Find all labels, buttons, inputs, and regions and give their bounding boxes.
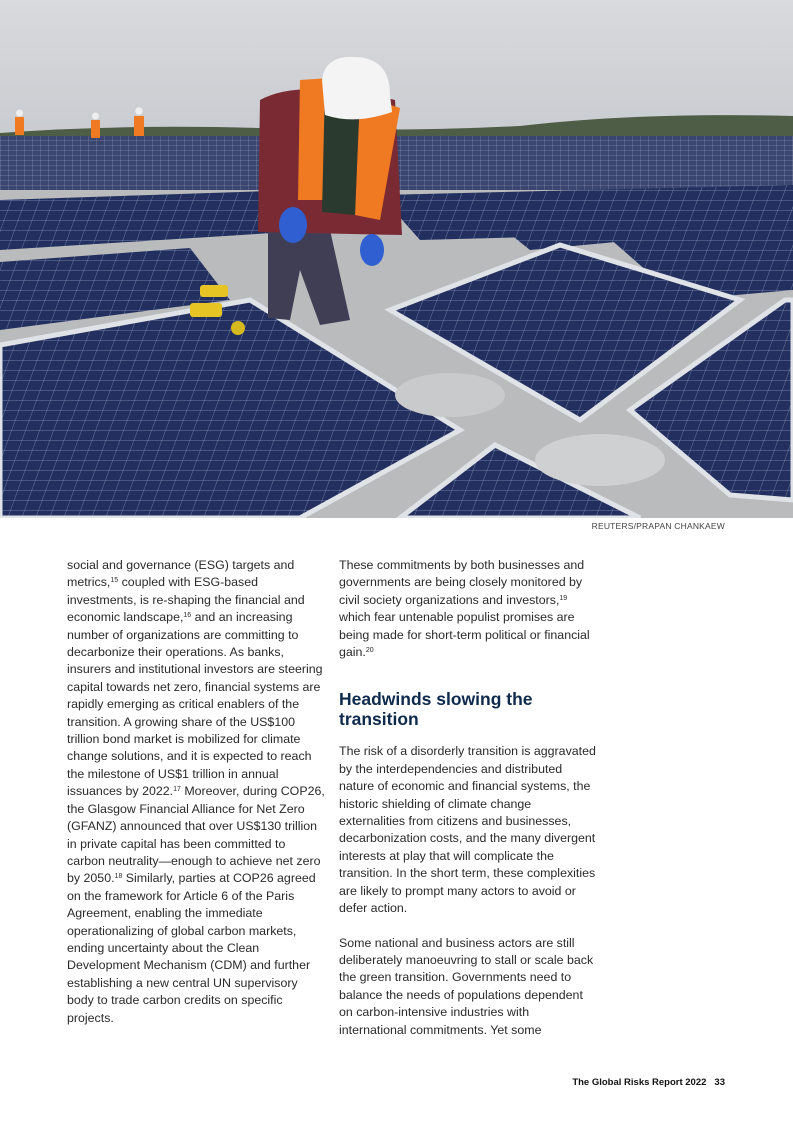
section-heading: Headwinds slowing the transition: [339, 689, 533, 730]
footnote-ref[interactable]: 20: [365, 647, 374, 655]
footnote-ref[interactable]: 18: [114, 873, 123, 881]
float: [535, 434, 665, 486]
right-column: [339, 557, 597, 1056]
hero-photo: [0, 0, 793, 518]
photo-credit: REUTERS/PRAPAN CHANKAEW: [591, 521, 725, 531]
body-paragraph: [67, 557, 325, 1027]
footnote-ref[interactable]: 19: [559, 594, 568, 602]
text-run: These commitments by both businesses and governments are being closely monitored by civil society organizations and investors,: [339, 558, 585, 607]
body-paragraph: [339, 557, 597, 661]
footnote-ref[interactable]: 16: [183, 612, 192, 620]
footnote-ref[interactable]: 17: [173, 786, 181, 794]
page-footer: [572, 1077, 725, 1088]
text-run: and an increasing number of organizations are committing to decarbonize their operations. As banks, insurers and institutional investors are steering capital towards net zero, financial systems are rapidly emerging as critical enablers of the transition. A growing share of the US$100 trillion bond market is mobilized for climate change solutions, and it is expected to reach the milestone of US$1 trillion in annual issuances by 2022.: [67, 610, 323, 799]
text-run: social and governance (ESG) targets and metrics,: [67, 558, 295, 590]
solar-farm-illustration: [0, 0, 793, 518]
report-title: The Global Risks Report 2022: [572, 1077, 707, 1088]
text-run: Similarly, parties at COP26 agreed on the framework for Article 6 of the Paris Agreement, enabling the immediate operationalizing of global carbon markets, ending uncertainty about the Clean Development Mechanism (CDM) and further establishing a new central UN supervisory body to trade carbon credits on specific projects.: [67, 871, 316, 1025]
float: [395, 373, 505, 417]
text-run: coupled with ESG-based investments, is re-shaping the financial and economic landscape,: [67, 575, 305, 625]
footnote-ref[interactable]: 15: [110, 577, 119, 585]
text-run: Moreover, during COP26, the Glasgow Financial Alliance for Net Zero (GFANZ) announced that over US$130 trillion in private capital has been committed to carbon neutrality—enough to achieve net zero by 2050.: [67, 784, 325, 886]
body-paragraph: Some national and business actors are still deliberately manoeuvring to stall or scale back the green transition. Governments need to balance the needs of populations dependent on carbon-intensive industries with international commitments. Yet some: [339, 935, 594, 1037]
body-paragraph: The risk of a disorderly transition is aggravated by the interdependencies and distributed nature of economic and financial systems, the historic shielding of climate change externalities from citizens and businesses, decarbonization costs, and the many divergent interests at play that will complicate the transition. In the short term, these complexities are likely to prompt many actors to avoid or defer action.: [339, 744, 596, 916]
page-number: 33: [714, 1077, 725, 1088]
text-run: which fear untenable populist promises are being made for short-term political or financial gain.: [339, 610, 590, 660]
left-column: [67, 557, 325, 1044]
